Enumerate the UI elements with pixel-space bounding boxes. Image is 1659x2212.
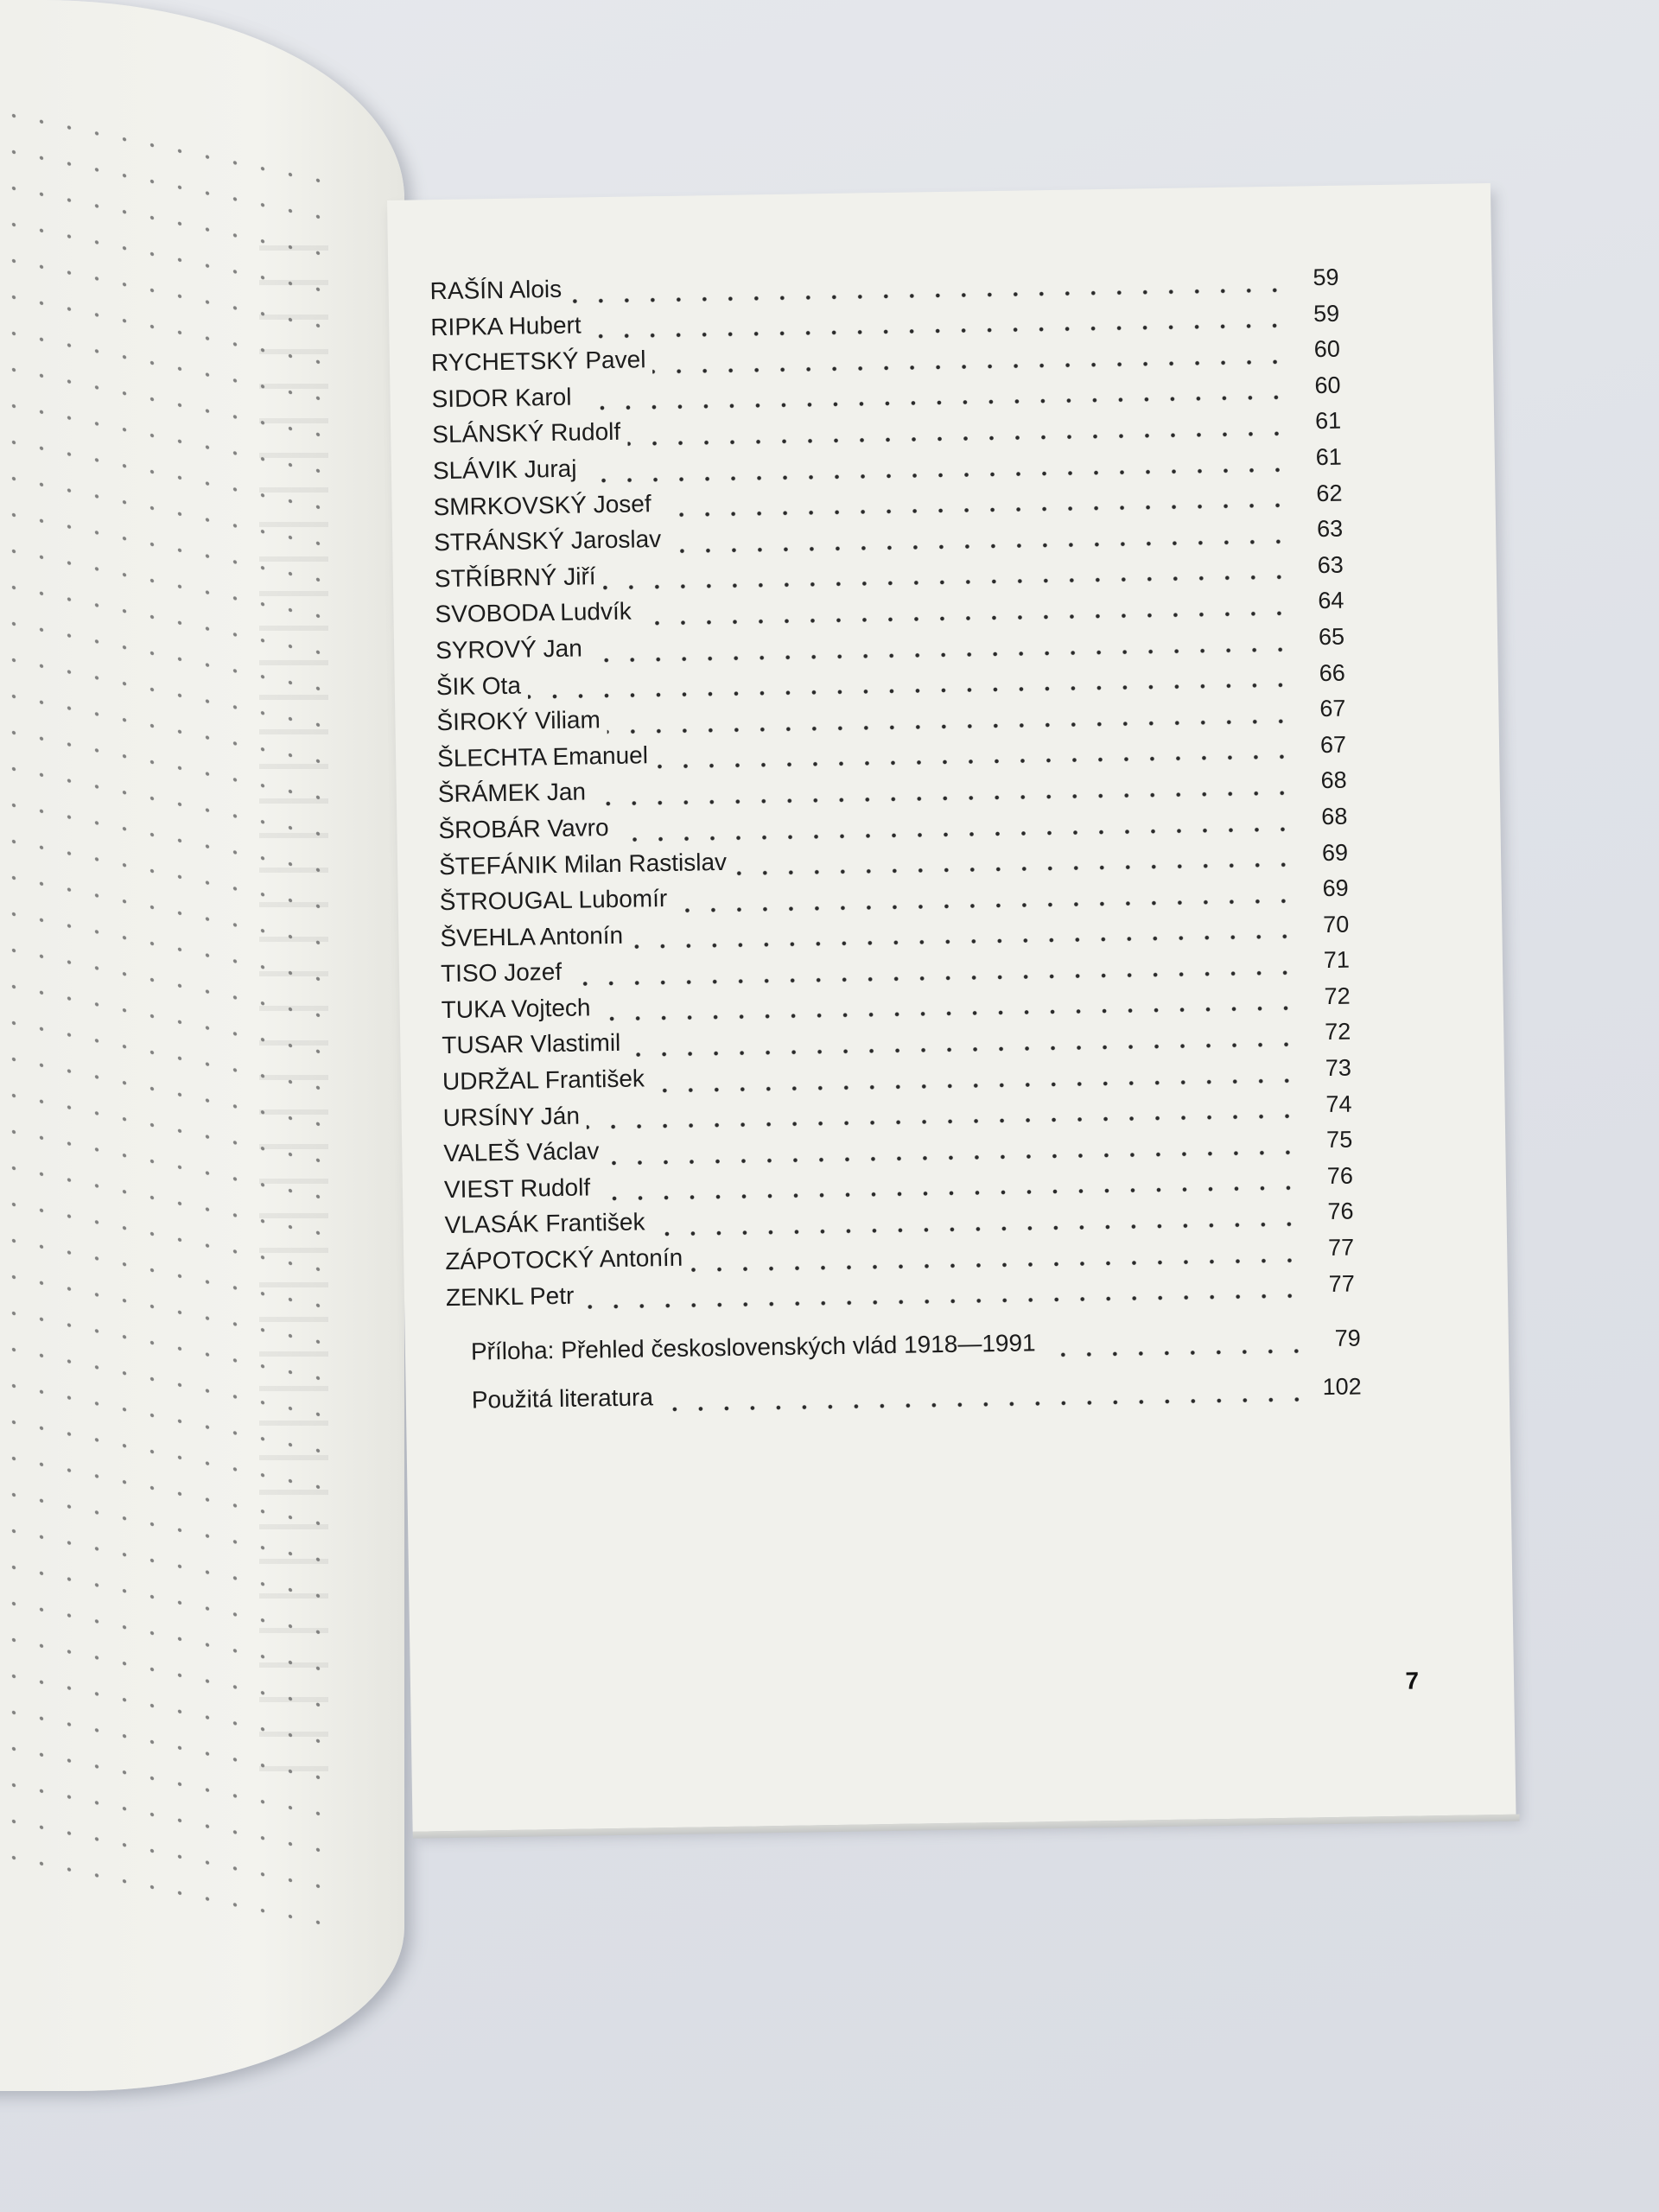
dot-leader — [653, 359, 1289, 374]
toc-entry-name: TISO Jozef — [440, 958, 563, 988]
toc-entry — [471, 1324, 1362, 1374]
toc-entry-name: SLÁNSKÝ Rudolf — [432, 418, 621, 448]
toc-entry-name: Použitá literatura — [471, 1383, 654, 1414]
toc-entry-page: 69 — [1321, 839, 1349, 866]
toc-entry-name: TUSAR Vlastimil — [442, 1029, 621, 1059]
toc-entry-page: 74 — [1325, 1090, 1352, 1117]
toc-entry-page: 73 — [1325, 1054, 1352, 1082]
toc-entry-page: 69 — [1322, 874, 1349, 902]
toc-entry-name: ŠTEFÁNIK Milan Rastislav — [438, 848, 728, 880]
toc-entry-page: 66 — [1319, 659, 1345, 686]
toc-entry-name: ŠIROKÝ Viliam — [436, 706, 601, 736]
toc-entry-name: ŠLECHTA Emanuel — [436, 741, 649, 772]
toc-entry-name: ŠIK Ota — [435, 671, 522, 700]
toc-entry-page: 70 — [1323, 911, 1350, 938]
dot-leader — [581, 1294, 1303, 1310]
toc-entry — [472, 1372, 1363, 1422]
toc-entry-name: ŠTROUGAL Lubomír — [439, 885, 668, 916]
toc-entry-page: 79 — [1334, 1325, 1362, 1351]
toc-entry-page: 71 — [1323, 946, 1351, 974]
dot-leader — [674, 898, 1297, 912]
page-number: 7 — [1405, 1667, 1420, 1694]
dot-leader — [607, 718, 1294, 734]
toc-entry-name: SVOBODA Ludvík — [435, 597, 632, 628]
toc-entry-page: 65 — [1318, 623, 1345, 651]
toc-entry-name: ZENKL Petr — [445, 1281, 575, 1311]
dot-leader — [639, 611, 1293, 626]
toc-entry-page: 76 — [1326, 1162, 1354, 1189]
toc-entry-name: RYCHETSKÝ Pavel — [430, 346, 646, 377]
toc-entry-name: UDRŽAL František — [442, 1065, 645, 1096]
toc-entry-name: ŠRÁMEK Jan — [437, 778, 587, 808]
toc-entry-name: VIEST Rudolf — [443, 1173, 591, 1203]
toc-entry-name: VLASÁK František — [444, 1208, 645, 1239]
toc-entry-name: RIPKA Hubert — [430, 311, 582, 340]
toc-entry-page: 59 — [1313, 264, 1339, 291]
toc-entry-name: URSÍNY Ján — [442, 1102, 581, 1131]
dot-leader — [668, 538, 1291, 553]
right-page — [387, 183, 1516, 1832]
dot-leader — [652, 1222, 1302, 1237]
toc-entry-page: 61 — [1315, 443, 1343, 471]
toc-entry-name: RAŠÍN Alois — [429, 275, 563, 305]
toc-entry-page: 76 — [1327, 1198, 1354, 1225]
toc-entry-name: Příloha: Přehled československých vlád 1918—1991 — [470, 1329, 1036, 1365]
toc-entry-page: 67 — [1319, 695, 1346, 722]
toc-entry-name: SYROVÝ Jan — [435, 634, 583, 664]
toc-entry-page: 59 — [1313, 300, 1340, 327]
toc-entry-page: 72 — [1324, 982, 1351, 1009]
toc-entry-name: SLÁVIK Juraj — [432, 454, 577, 485]
toc-entry-page: 75 — [1325, 1126, 1353, 1154]
dot-leader — [660, 1396, 1310, 1412]
toc-entry-page: 68 — [1320, 766, 1347, 794]
toc-entry-name: SIDOR Karol — [431, 383, 572, 412]
dot-leader — [616, 826, 1296, 842]
toc-entry-page: 60 — [1314, 372, 1341, 398]
toc-entry-name: STŘÍBRNÝ Jiří — [434, 563, 596, 592]
left-page-bleed-through — [259, 216, 328, 1771]
toc-entry-name: STRÁNSKÝ Jaroslav — [433, 525, 662, 556]
toc-entry-page: 63 — [1317, 551, 1344, 578]
dot-leader — [690, 1257, 1302, 1272]
dot-leader — [734, 862, 1296, 876]
toc-entry-page: 63 — [1316, 515, 1344, 543]
dot-leader — [655, 754, 1294, 770]
toc-entry-page: 68 — [1321, 803, 1348, 830]
dot-leader — [627, 431, 1289, 447]
dot-leader — [607, 1149, 1301, 1166]
toc-literature — [472, 1372, 1363, 1422]
table-of-contents — [429, 264, 1355, 1320]
left-page — [0, 0, 404, 2091]
toc-entry-name: VALEŠ Václav — [443, 1137, 600, 1167]
toc-entry-page: 62 — [1316, 480, 1343, 506]
toc-entry-name: ŠVEHLA Antonín — [440, 921, 624, 951]
toc-entry-page: 60 — [1313, 335, 1341, 363]
dot-leader — [603, 575, 1292, 591]
dot-leader — [652, 1077, 1300, 1093]
toc-entry-name: ŠROBÁR Vavro — [438, 813, 609, 844]
toc-entry-page: 61 — [1314, 408, 1342, 435]
toc-entry-name: ZÁPOTOCKÝ Antonín — [445, 1243, 683, 1275]
dot-leader — [627, 1042, 1299, 1058]
dot-leader — [630, 934, 1297, 950]
dot-leader — [658, 503, 1291, 518]
toc-entry-page: 64 — [1318, 588, 1344, 614]
toc-entry-name: SMRKOVSKÝ Josef — [433, 489, 652, 520]
toc-entry-page: 77 — [1328, 1270, 1356, 1297]
toc-entry-page: 102 — [1322, 1373, 1362, 1401]
toc-entry-page: 67 — [1319, 731, 1347, 758]
toc-appendix — [471, 1324, 1362, 1374]
toc-entry-page: 72 — [1324, 1019, 1351, 1046]
toc-entry-page: 77 — [1327, 1234, 1355, 1262]
toc-entry-name: TUKA Vojtech — [441, 994, 591, 1024]
dot-leader — [1043, 1348, 1309, 1357]
